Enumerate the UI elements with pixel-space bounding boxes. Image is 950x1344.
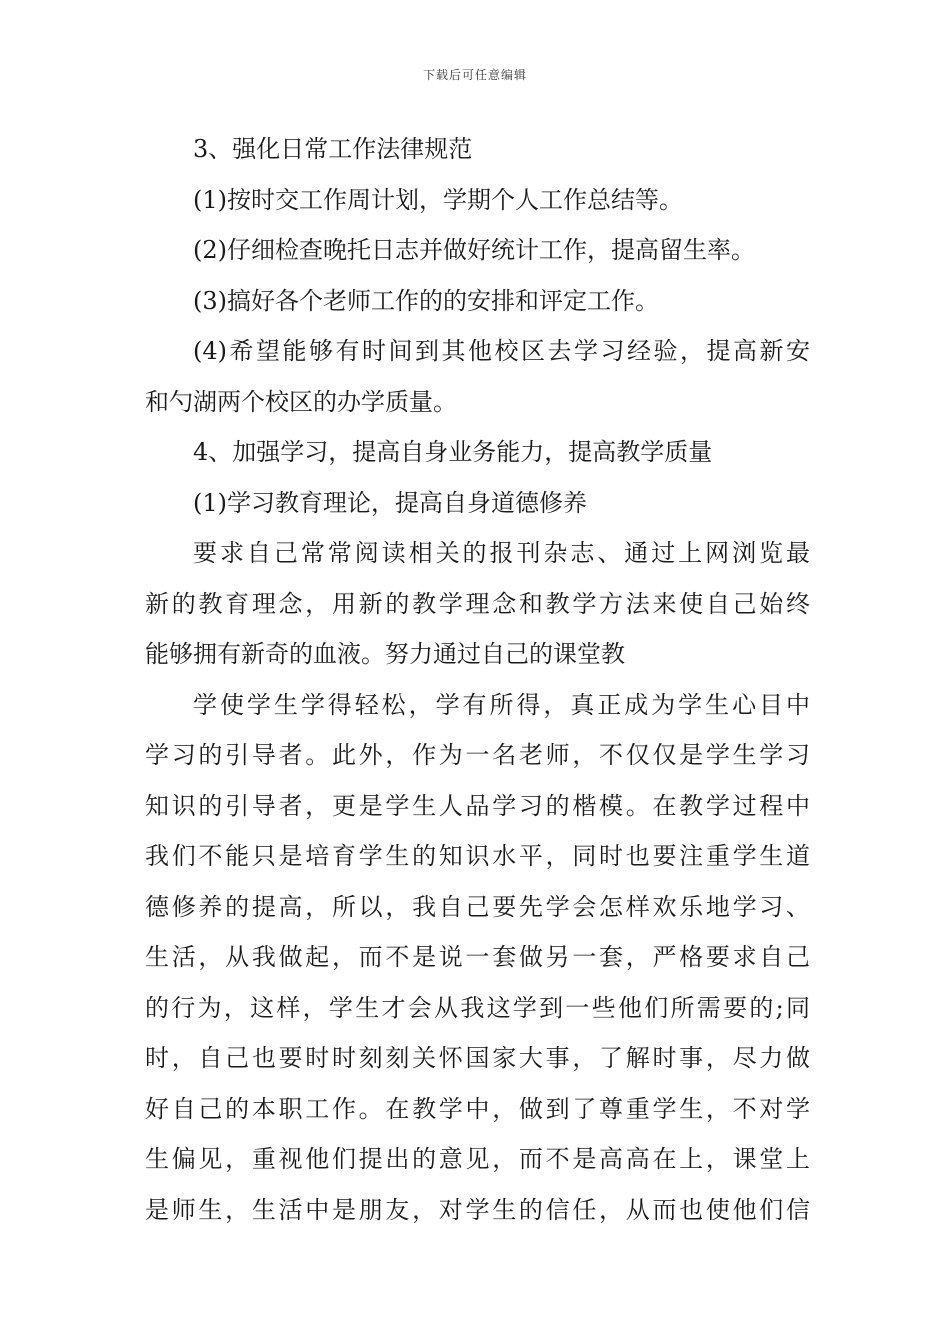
text-line: 4、加强学习，提高自身业务能力，提高教学质量 (193, 438, 713, 466)
text-line: 我们不能只是培育学生的知识水平，同时也要注重学生道 (145, 842, 810, 870)
text-line: 时，自己也要时时刻刻关怀国家大事，了解时事，尽力做 (145, 1044, 810, 1072)
text-line: (1)按时交工作周计划，学期个人工作总结等。 (193, 185, 683, 214)
text-line: 好自己的本职工作。在教学中，做到了尊重学生，不对学 (145, 1094, 810, 1123)
text-line: 生偏见，重视他们提出的意见，而不是高高在上，课堂上 (145, 1145, 810, 1173)
text-line: (2)仔细检查晚托日志并做好统计工作，提高留生率。 (193, 236, 755, 264)
page-header: 下载后可任意编辑 (422, 68, 527, 82)
text-line: 的行为，这样，学生才会从我这学到一些他们所需要的;同 (145, 993, 810, 1022)
text-line: 3、强化日常工作法律规范 (193, 135, 473, 163)
text-line: (3)搞好各个老师工作的的安排和评定工作。 (193, 286, 659, 315)
text-line: (1)学习教育理论，提高自身道德修养 (193, 488, 587, 517)
text-line: (4)希望能够有时间到其他校区去学习经验，提高新安 (193, 337, 810, 365)
text-line: 生活，从我做起，而不是说一套做另一套，严格要求自己 (145, 943, 810, 971)
text-line: 新的教育理念，用新的教学理念和教学方法来使自己始终 (145, 589, 810, 618)
text-line: 是师生，生活中是朋友，对学生的信任，从而也使他们信 (145, 1195, 810, 1224)
text-line: 学习的引导者。此外，作为一名老师，不仅仅是学生学习 (145, 741, 810, 769)
document-body (145, 124, 810, 1235)
text-line: 要求自己常常阅读相关的报刊杂志、通过上网浏览最 (193, 539, 810, 567)
text-line: 和勺湖两个校区的办学质量。 (145, 387, 457, 416)
text-line: 学使学生学得轻松，学有所得，真正成为学生心目中 (193, 690, 810, 719)
text-line: 能够拥有新奇的血液。努力通过自己的课堂教 (145, 640, 625, 668)
text-line: 德修养的提高，所以，我自己要先学会怎样欢乐地学习、 (145, 892, 810, 921)
text-line: 知识的引导者，更是学生人品学习的楷模。在教学过程中 (145, 791, 810, 820)
